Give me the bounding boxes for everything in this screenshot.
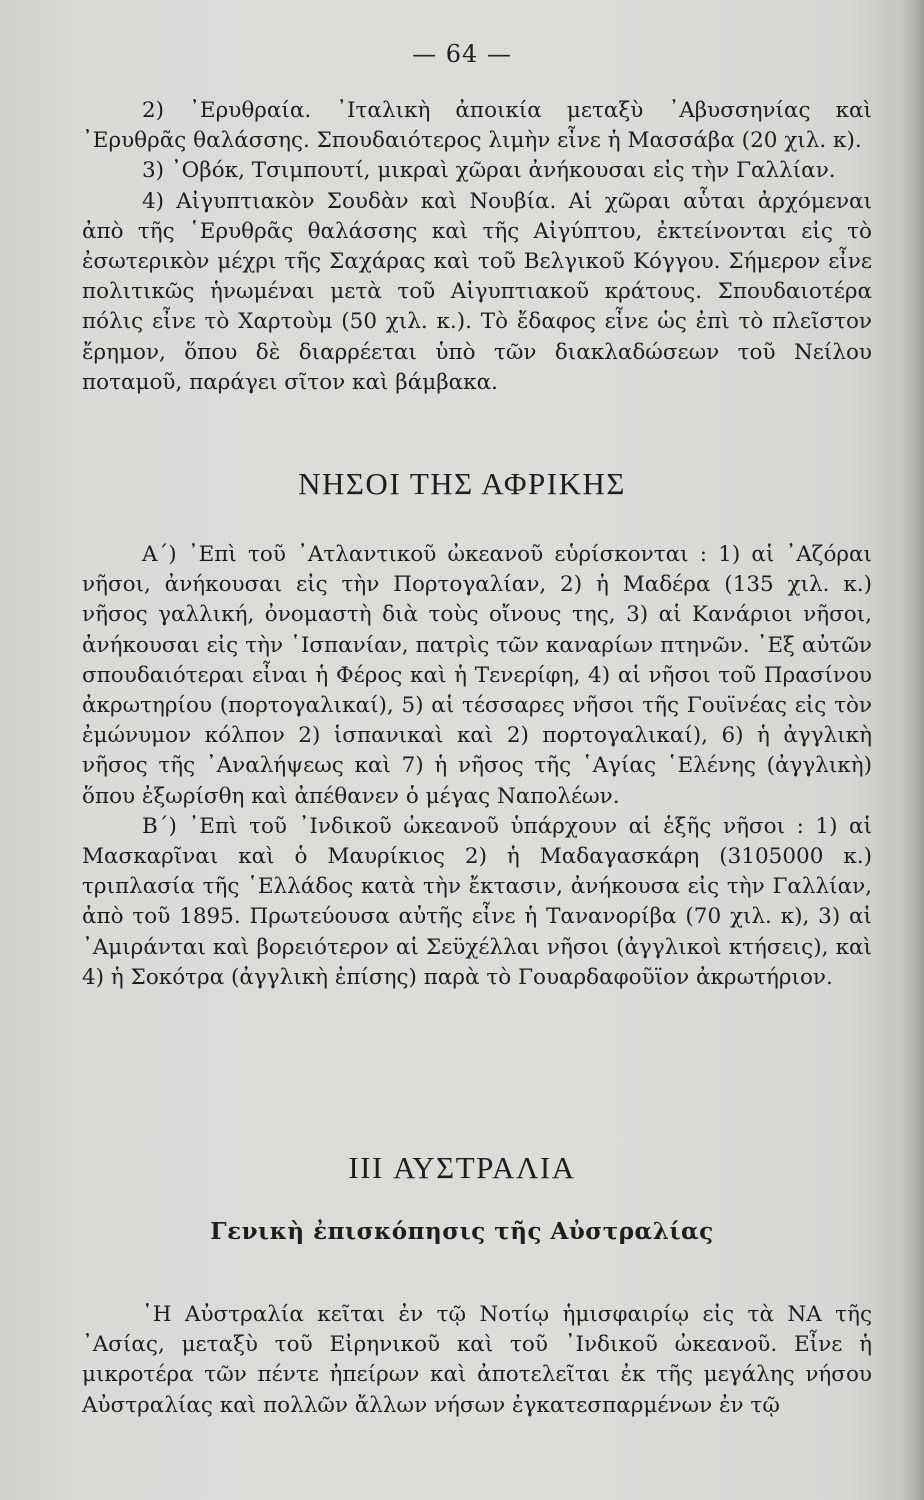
paragraph-eritrea: 2) ᾿Ερυθραία. ᾿Ιταλικὴ ἀποικία μεταξὺ ᾿Αβυσσηνίας καὶ ᾿Ερυθρᾶς θαλάσσης. Σπουδαιότερος λιμὴν εἶνε ἡ Μασσάβα (20 χιλ. κ). (82, 98, 872, 154)
section-heading-australia: III ΑΥΣΤΡΑΛΙΑ (348, 1150, 576, 1185)
text-block-islands (82, 540, 872, 993)
page-number: — 64 — (412, 40, 512, 68)
page-gutter-shadow (902, 0, 924, 1500)
paragraph-australia: ῾Η Αὐστραλία κεῖται ἐν τῷ Νοτίῳ ἡμισφαιρίῳ εἰς τὰ ΝΑ τῆς ᾿Ασίας, μεταξὺ τοῦ Εἰρηνικοῦ καὶ τοῦ ᾿Ινδικοῦ ὠκεανοῦ. Εἶνε ἡ μικροτέρα τῶν πέντε ἠπείρων καὶ ἀποτελεῖται ἐκ τῆς μεγάλης νήσου Αὐστραλίας καὶ πολλῶν ἄλλων νήσων ἐγκατεσπαρμένων ἐν τῷ (82, 1302, 872, 1418)
text-block-australia (82, 1300, 872, 1421)
paragraph-atlantic-islands: Α΄) ᾿Επὶ τοῦ ᾿Ατλαντικοῦ ὠκεανοῦ εὑρίσκονται : 1) αἱ ᾿Αζόραι νῆσοι, ἀνήκουσαι εἰς τὴν Πορτογαλίαν, 2) ἡ Μαδέρα (135 χιλ. κ.) νῆσος γαλλική, ὀνομαστὴ διὰ τοὺς οἴνους της, 3) αἱ Κανάριοι νῆσοι, ἀνήκουσαι εἰς τὴν ῾Ισπανίαν, πατρὶς τῶν καναρίων πτηνῶν. ᾿Εξ αὐτῶν σπουδαιότεραι εἶναι ἡ Φέρος καὶ ἡ Τενερίφη, 4) αἱ νῆσοι τοῦ Πρασίνου ἀκρωτηρίου (πορτογαλικαί), 5) αἱ τέσσαρες νῆσοι τῆς Γουϊνέας εἰς τὸν ἐμώνυμον κόλπον 2) ἱσπανικαὶ καὶ 2) πορτογαλικαί), 6) ἡ ἀγγλικὴ νῆσος τῆς ᾿Αναλήψεως καὶ 7) ἡ νῆσος τῆς ῾Αγίας ῾Ελένης (ἀγγλικὴ) ὅπου ἐξωρίσθη καὶ ἀπέθανεν ὁ μέγας Ναπολέων. (82, 542, 872, 809)
text-block-sudan (82, 96, 872, 398)
section-heading-islands: ΝΗΣΟΙ ΤΗΣ ΑΦΡΙΚΗΣ (298, 466, 626, 501)
paragraph-obock: 3) ᾿Οβόκ, Τσιμπουτί, μικραὶ χῶραι ἀνήκουσαι εἰς τὴν Γαλλίαν. (142, 158, 836, 184)
subheading-overview: Γενικὴ ἐπισκόπησις τῆς Αὐστραλίας (210, 1218, 714, 1245)
paragraph-indian-islands: Β΄) ᾿Επὶ τοῦ ᾿Ινδικοῦ ὠκεανοῦ ὑπάρχουν αἱ ἑξῆς νῆσοι : 1) αἱ Μασκαρῖναι καὶ ὁ Μαυρίκιος 2) ἡ Μαδαγασκάρη (3105000 κ.) τριπλασία τῆς ῾Ελλάδος κατὰ τὴν ἔκτασιν, ἀνήκουσα εἰς τὴν Γαλλίαν, ἀπὸ τοῦ 1895. Πρωτεύουσα αὐτῆς εἶνε ἡ Τανανορίβα (70 χιλ. κ), 3) αἱ ᾿Αμιράνται καὶ βορειότερον αἱ Σεϋχέλλαι νῆσοι (ἀγγλικοὶ κτήσεις), καὶ 4) ἡ Σοκότρα (ἀγγλικὴ ἐπίσης) παρὰ τὸ Γουαρδαφοῦϊον ἀκρωτήριον. (82, 813, 872, 990)
paragraph-sudan-nubia: 4) Αἰγυπτιακὸν Σουδὰν καὶ Νουβία. Αἱ χῶραι αὗται ἀρχόμεναι ἀπὸ τῆς ῾Ερυθρᾶς θαλάσσης καὶ τῆς Αἰγύπτου, ἐκτείνονται εἰς τὸ ἐσωτερικὸν μέχρι τῆς Σαχάρας καὶ τοῦ Βελγικοῦ Κόγγου. Σήμερον εἶνε πολιτικῶς ἡνωμέναι μετὰ τοῦ Αἰγυπτιακοῦ κράτους. Σπουδαιοτέρα πόλις εἶνε τὸ Χαρτοὺμ (50 χιλ. κ.). Τὸ ἔδαφος εἶνε ὡς ἐπὶ τὸ πλεῖστον ἔρημον, ὅπου δὲ διαρρέεται ὑπὸ τῶν διακλαδώσεων τοῦ Νείλου ποταμοῦ, παράγει σῖτον καὶ βάμβακα. (82, 188, 872, 395)
